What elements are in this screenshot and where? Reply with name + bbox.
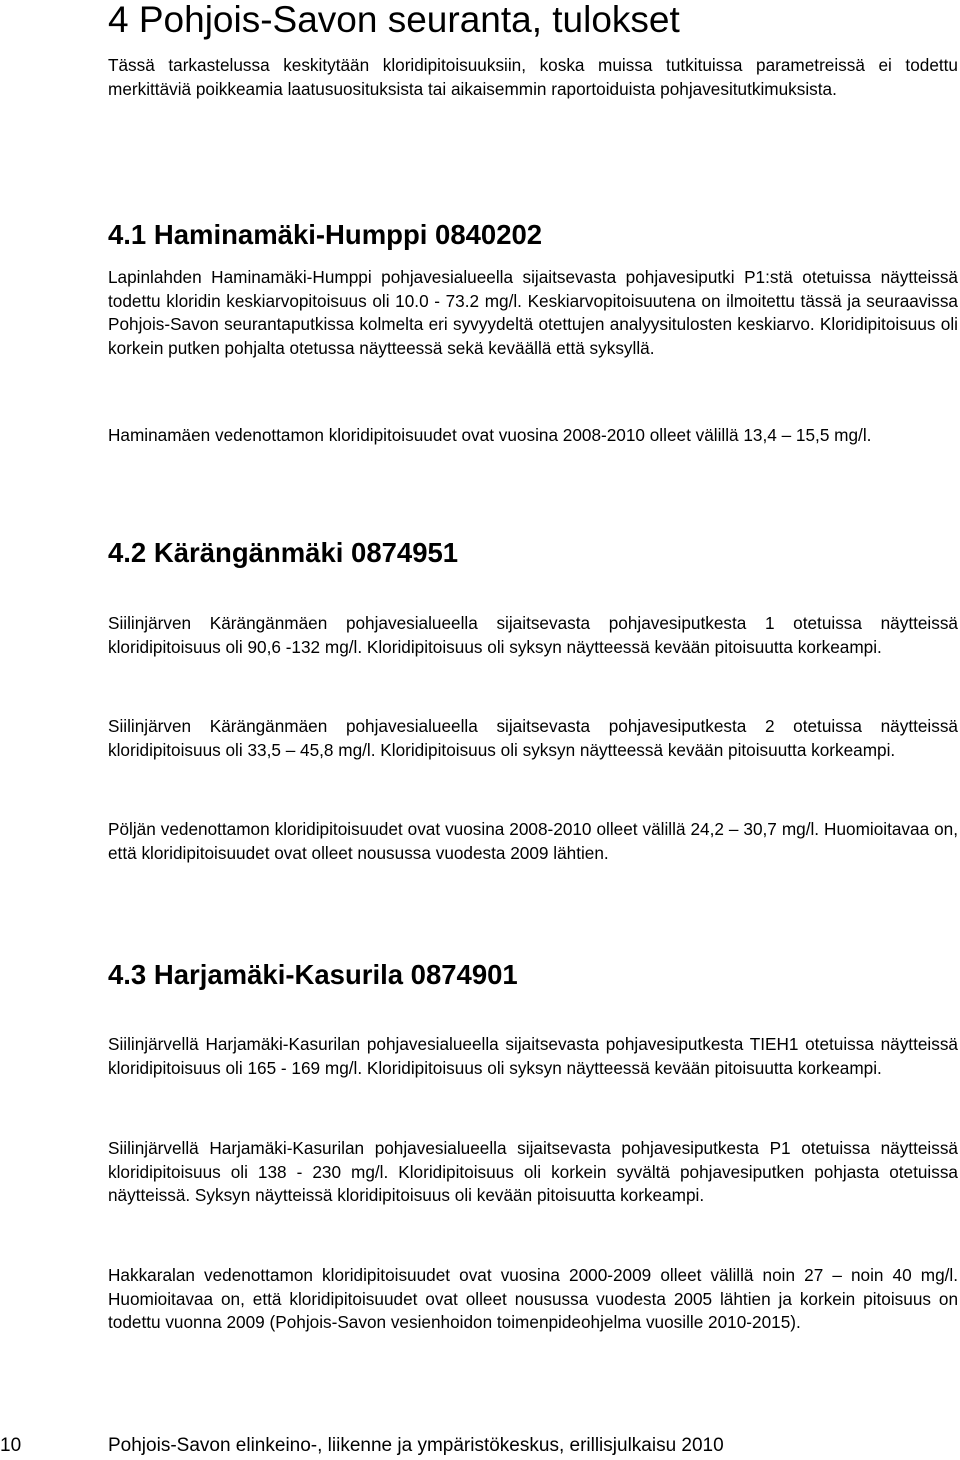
section-4-1-paragraph-1: Lapinlahden Haminamäki-Humppi pohjavesialueella sijaitsevasta pohjavesiputki P1:stä otetuissa näytteissä todettu kloridin keskiarvopitoisuus oli 10.0 - 73.2 mg/l. Keskiarvopitoisuutena on ilmoitettu tässä ja seuraavissa Pohjois-Savon seurantaputkissa kolmelta eri syvyydeltä otettujen analyysitulosten keskiarvo. Kloridipitoisuus oli korkein putken pohjalta otetussa näytteessä sekä keväällä että syksyllä. xyxy=(108,267,958,358)
section-4-1-paragraph-2: Haminamäen vedenottamon kloridipitoisuudet ovat vuosina 2008-2010 olleet välillä 13,4 – 15,5 mg/l. xyxy=(108,425,872,445)
section-4-3-paragraph-3: Hakkaralan vedenottamon kloridipitoisuudet ovat vuosina 2000-2009 olleet välillä noin 27 – noin 40 mg/l. Huomioitavaa on, että kloridipitoisuudet ovat olleet nousussa vuodesta 2005 lähtien ja korkein pitoisuus on todettu vuonna 2009 (Pohjois-Savon vesienhoidon toimenpideohjelma vuosille 2010-2015). xyxy=(108,1265,958,1332)
section-4-3-paragraph-2: Siilinjärvellä Harjamäki-Kasurilan pohjavesialueella sijaitsevasta pohjavesiputkesta P1 otetuissa näytteissä kloridipitoisuus oli 138 - 230 mg/l. Kloridipitoisuus oli korkein syvältä pohjavesiputken pohjasta otetuissa näytteissä. Syksyn näytteissä kloridipitoisuus oli kevään pitoisuutta korkeampi. xyxy=(108,1138,958,1205)
section-heading-4-2: 4.2 Kärängänmäki 0874951 xyxy=(108,537,459,568)
footer-publication-text: Pohjois-Savon elinkeino-, liikenne ja ympäristökeskus, erillisjulkaisu 2010 xyxy=(108,1435,724,1456)
section-heading-4-3: 4.3 Harjamäki-Kasurila 0874901 xyxy=(108,959,518,990)
section-4-2-paragraph-2: Siilinjärven Kärängänmäen pohjavesialueella sijaitsevasta pohjavesiputkesta 2 otetuissa näytteissä kloridipitoisuus oli 33,5 – 45,8 mg/l. Kloridipitoisuus oli syksyn näytteessä kevään pitoisuutta korkeampi. xyxy=(108,716,958,760)
chapter-title: 4 Pohjois-Savon seuranta, tulokset xyxy=(108,0,680,40)
section-4-2-paragraph-3: Pöljän vedenottamon kloridipitoisuudet ovat vuosina 2008-2010 olleet välillä 24,2 – 30,7 mg/l. Huomioitavaa on, että kloridipitoisuudet ovat olleet nousussa vuodesta 2009 lähtien. xyxy=(108,819,958,863)
section-4-2-paragraph-1: Siilinjärven Kärängänmäen pohjavesialueella sijaitsevasta pohjavesiputkesta 1 otetuissa näytteissä kloridipitoisuus oli 90,6 -132 mg/l. Kloridipitoisuus oli syksyn näytteessä kevään pitoisuutta korkeampi. xyxy=(108,613,958,657)
intro-paragraph: Tässä tarkastelussa keskitytään kloridipitoisuuksiin, koska muissa tutkituissa parametreissä ei todettu merkittäviä poikkeamia laatusuosituksista tai aikaisemmin raportoiduista pohjavesitutkimuksista. xyxy=(108,55,958,99)
page-number: 10 xyxy=(0,1435,22,1456)
page-footer xyxy=(0,1433,960,1459)
section-4-3-paragraph-1: Siilinjärvellä Harjamäki-Kasurilan pohjavesialueella sijaitsevasta pohjavesiputkesta TIEH1 otetuissa näytteissä kloridipitoisuus oli 165 - 169 mg/l. Kloridipitoisuus oli syksyn näytteessä kevään pitoisuutta korkeampi. xyxy=(108,1034,958,1078)
section-heading-4-1: 4.1 Haminamäki-Humppi 0840202 xyxy=(108,219,543,250)
